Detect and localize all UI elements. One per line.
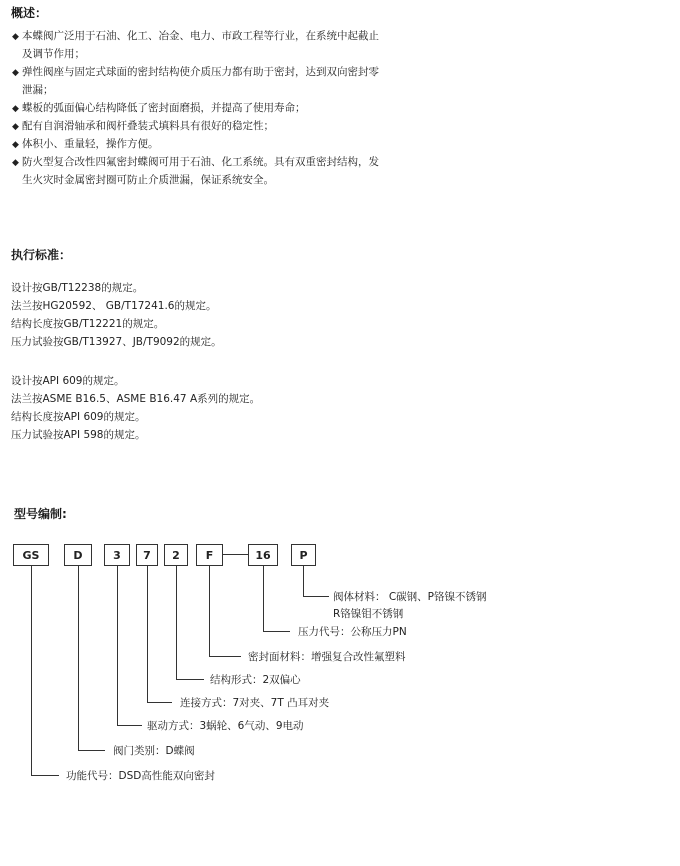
standard-gb-flange: 法兰按HG20592、 GB/T17241.6的规定。 (11, 300, 217, 312)
code-box-pressure: 16 (248, 544, 278, 566)
leader-function (31, 566, 59, 776)
standard-api-length: 结构长度按API 609的规定。 (11, 411, 146, 423)
model-heading: 型号编制: (14, 507, 67, 521)
label-seal: 密封面材料：增强复合改性氟塑料 (248, 651, 406, 663)
label-connection: 连接方式：7对夹、7T 凸耳对夹 (180, 697, 330, 709)
overview-item-1: ◆ 本蝶阀广泛用于石油、化工、冶金、电力、市政工程等行业，在系统中起截止 (12, 27, 379, 46)
overview-item-2: ◆ 弹性阀座与固定式球面的密封结构使介质压力都有助于密封，达到双向密封零 (12, 63, 379, 82)
overview-item-2-cont: 泄漏； (22, 84, 54, 96)
label-function: 功能代号：DSD高性能双向密封 (66, 770, 215, 782)
leader-valve-type (78, 566, 105, 751)
standard-api-design: 设计按API 609的规定。 (11, 375, 125, 387)
standard-gb-length: 结构长度按GB/T12221的规定。 (11, 318, 165, 330)
overview-item-3: ◆ 蝶板的弧面偏心结构降低了密封面磨损，并提高了使用寿命； (12, 99, 306, 118)
leader-connection (147, 566, 172, 703)
label-drive: 驱动方式：3蜗轮、6气动、9电动 (147, 720, 304, 732)
code-box-structure: 2 (164, 544, 188, 566)
diamond-bullet-icon: ◆ (12, 32, 19, 42)
overview-item-4: ◆ 配有自润滑轴承和阀杆叠装式填料具有很好的稳定性； (12, 117, 274, 136)
diamond-bullet-icon: ◆ (12, 158, 19, 168)
overview-heading: 概述： (11, 6, 48, 20)
label-body-material: 阀体材料： C碳钢、P铬镍不锈钢 (333, 591, 487, 603)
leader-pressure (263, 566, 290, 632)
leader-body-material (303, 566, 329, 597)
label-body-material-2: R铬镍钼不锈钢 (333, 608, 404, 620)
dash-connector (223, 554, 248, 555)
standard-api-pressure: 压力试验按API 598的规定。 (11, 429, 146, 441)
label-pressure: 压力代号：公称压力PN (298, 626, 407, 638)
leader-structure (176, 566, 204, 680)
standard-gb-design: 设计按GB/T12238的规定。 (11, 282, 144, 294)
code-box-function: GS (13, 544, 49, 566)
code-box-connection: 7 (136, 544, 158, 566)
label-structure: 结构形式：2双偏心 (210, 674, 301, 686)
diamond-bullet-icon: ◆ (12, 68, 19, 78)
overview-item-6: ◆ 防火型复合改性四氟密封蝶阀可用于石油、化工系统。具有双重密封结构，发 (12, 153, 379, 172)
leader-drive (117, 566, 142, 726)
code-box-seal: F (196, 544, 223, 566)
diamond-bullet-icon: ◆ (12, 140, 19, 150)
code-box-drive: 3 (104, 544, 130, 566)
standards-heading: 执行标准： (11, 248, 72, 262)
leader-seal (209, 566, 241, 657)
code-box-body-material: P (291, 544, 316, 566)
standard-gb-pressure: 压力试验按GB/T13927、JB/T9092的规定。 (11, 336, 222, 348)
overview-item-6-cont: 生火灾时金属密封圈可防止介质泄漏，保证系统安全。 (22, 174, 274, 186)
standard-api-flange: 法兰按ASME B16.5、ASME B16.47 A系列的规定。 (11, 393, 261, 405)
code-box-valve-type: D (64, 544, 92, 566)
diamond-bullet-icon: ◆ (12, 122, 19, 132)
overview-item-5: ◆ 体积小、重量轻，操作方便。 (12, 135, 159, 154)
overview-item-1-cont: 及调节作用； (22, 48, 85, 60)
label-valve-type: 阀门类别：D蝶阀 (113, 745, 195, 757)
diamond-bullet-icon: ◆ (12, 104, 19, 114)
